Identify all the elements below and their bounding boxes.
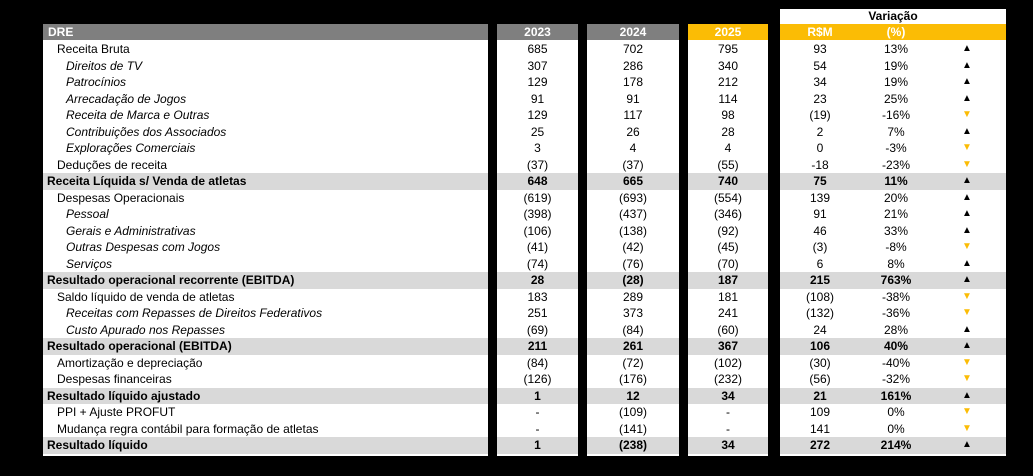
- value-2023: 28: [530, 273, 545, 287]
- table-row: [0, 437, 1033, 454]
- table-row: [0, 157, 1033, 174]
- trend-up-icon: ▲: [962, 92, 972, 104]
- variation-pct: 8%: [887, 256, 905, 271]
- variation-pct: 0%: [887, 421, 905, 436]
- trend-up-icon: ▲: [962, 224, 972, 236]
- table-row: [0, 256, 1033, 273]
- row-label: Resultado operacional recorrente (EBITDA): [47, 273, 295, 287]
- value-2024: 91: [626, 91, 640, 106]
- trend-down-icon: ▼: [962, 241, 972, 252]
- table-row: [0, 355, 1033, 372]
- variation-rs: 54: [813, 58, 827, 73]
- value-2025: 34: [721, 388, 735, 403]
- value-2025: 4: [724, 141, 732, 155]
- header-year-2023: 2023: [497, 24, 578, 40]
- variation-pct: -32%: [881, 372, 910, 386]
- variation-pct: 20%: [883, 190, 909, 205]
- variation-pct: -40%: [881, 355, 910, 370]
- value-2024: (141): [618, 421, 647, 436]
- value-2025: 241: [717, 306, 739, 320]
- value-2024: 178: [622, 75, 644, 89]
- value-2023: 685: [527, 42, 548, 56]
- table-row: [0, 91, 1033, 108]
- trend-down-icon: ▼: [962, 307, 972, 318]
- trend-down-icon: ▼: [962, 373, 972, 384]
- table-row: [0, 140, 1033, 157]
- variation-rs: 75: [813, 174, 827, 188]
- variation-pct: 0%: [887, 405, 905, 419]
- row-label: Custo Apurado nos Repasses: [66, 322, 225, 337]
- table-row: [0, 190, 1033, 207]
- table-row: [0, 74, 1033, 91]
- header-pct-label: (%): [886, 25, 906, 39]
- variation-rs: 109: [809, 405, 831, 419]
- trend-down-icon: ▼: [962, 109, 972, 120]
- value-2023: 25: [530, 124, 545, 139]
- row-label: Saldo líquido de venda de atletas: [57, 289, 235, 304]
- row-label: Explorações Comerciais: [66, 141, 196, 155]
- value-2025: 212: [717, 75, 739, 89]
- value-2025: (60): [717, 322, 739, 337]
- variation-rs: 272: [809, 438, 831, 452]
- value-2023: (37): [526, 157, 549, 172]
- variation-pct: 19%: [883, 75, 909, 89]
- row-label: Despesas Operacionais: [57, 190, 185, 205]
- variation-pct: 763%: [880, 273, 912, 287]
- value-2024: (76): [622, 256, 644, 271]
- trend-up-icon: ▲: [962, 191, 972, 203]
- value-2024: (176): [618, 372, 647, 386]
- value-2025: (45): [717, 240, 739, 254]
- value-2025: 98: [721, 108, 735, 122]
- value-2024: (238): [618, 438, 647, 452]
- value-2023: (126): [523, 372, 552, 386]
- value-2024: 12: [626, 388, 640, 403]
- value-2024: (84): [622, 322, 644, 337]
- trend-up-icon: ▲: [962, 340, 972, 351]
- table-row: [0, 322, 1033, 339]
- header-year-2025: 2025: [688, 24, 768, 40]
- value-2023: (84): [526, 355, 549, 370]
- variation-rs: 106: [809, 339, 831, 353]
- variation-pct: 40%: [883, 339, 909, 353]
- value-2023: (398): [523, 207, 552, 221]
- value-2025: (55): [717, 157, 739, 172]
- row-label: Direitos de TV: [66, 58, 143, 73]
- value-2025: (102): [713, 355, 742, 370]
- value-2023: 211: [527, 339, 548, 353]
- variation-rs: (19): [809, 108, 831, 122]
- value-2024: 26: [626, 124, 640, 139]
- table-row: [0, 404, 1033, 421]
- trend-down-icon: ▼: [962, 422, 972, 434]
- row-label: Resultado líquido: [47, 438, 148, 452]
- trend-up-icon: ▲: [962, 175, 972, 186]
- row-label: Mudança regra contábil para formação de atletas: [57, 421, 319, 436]
- value-2024: (693): [618, 190, 647, 205]
- row-label: Amortização e depreciação: [57, 355, 203, 370]
- variation-rs: (132): [805, 306, 834, 320]
- value-2024: (72): [622, 355, 644, 370]
- trend-down-icon: ▼: [962, 290, 972, 302]
- variation-pct: 28%: [883, 322, 909, 337]
- value-2023: 307: [527, 58, 548, 73]
- table-row: [0, 272, 1033, 289]
- row-label: Receitas com Repasses de Direitos Federativos: [66, 306, 323, 320]
- value-2023: 3: [534, 141, 541, 155]
- trend-up-icon: ▲: [962, 59, 972, 71]
- header-variation-bar: [780, 24, 1006, 40]
- trend-up-icon: ▲: [962, 439, 972, 450]
- variation-rs: 141: [809, 421, 831, 436]
- variation-rs: (3): [812, 240, 828, 254]
- header-dre-label: DRE: [43, 24, 488, 40]
- row-label: Despesas financeiras: [57, 372, 172, 386]
- value-2024: (437): [618, 207, 647, 221]
- variation-rs: 93: [813, 42, 827, 56]
- variation-pct: 7%: [887, 124, 905, 139]
- value-2023: (41): [526, 240, 549, 254]
- row-label: Receita Bruta: [57, 42, 130, 56]
- value-2023: (619): [523, 190, 552, 205]
- value-2025: -: [726, 421, 730, 436]
- table-row: [0, 173, 1033, 190]
- variation-rs: 6: [816, 256, 824, 271]
- variation-pct: -36%: [881, 306, 910, 320]
- variation-rs: 91: [813, 207, 827, 221]
- row-label: Arrecadação de Jogos: [66, 91, 187, 106]
- trend-down-icon: ▼: [962, 356, 972, 368]
- row-label: Pessoal: [66, 207, 109, 221]
- table-row: [0, 388, 1033, 405]
- value-2025: (554): [713, 190, 742, 205]
- table-row: [0, 371, 1033, 388]
- value-2025: 187: [717, 273, 739, 287]
- variation-rs: (30): [809, 355, 831, 370]
- row-label: Receita Líquida s/ Venda de atletas: [47, 174, 247, 188]
- value-2025: 181: [717, 289, 739, 304]
- variation-rs: 34: [813, 75, 827, 89]
- value-2025: (92): [717, 223, 739, 238]
- variation-pct: 25%: [883, 91, 909, 106]
- dre-rows: [0, 41, 1033, 454]
- value-2024: 261: [622, 339, 644, 353]
- value-2023: -: [535, 421, 540, 436]
- variation-rs: 23: [813, 91, 827, 106]
- value-2023: 183: [527, 289, 548, 304]
- value-2023: 251: [527, 306, 548, 320]
- table-row: [0, 41, 1033, 58]
- value-2023: -: [535, 405, 540, 419]
- variation-pct: -16%: [881, 108, 910, 122]
- row-label: Serviços: [66, 256, 113, 271]
- table-row: [0, 289, 1033, 306]
- row-label: Resultado líquido ajustado: [47, 388, 201, 403]
- row-label: Deduções de receita: [57, 157, 168, 172]
- table-row: [0, 338, 1033, 355]
- value-2024: 4: [629, 141, 637, 155]
- variation-rs: 2: [816, 124, 824, 139]
- row-label: Outras Despesas com Jogos: [66, 240, 221, 254]
- value-2024: 117: [623, 108, 643, 122]
- value-2023: 129: [527, 108, 548, 122]
- trend-up-icon: ▲: [962, 323, 972, 335]
- table-row: [0, 58, 1033, 75]
- trend-down-icon: ▼: [962, 406, 972, 417]
- variation-pct: 33%: [883, 223, 909, 238]
- variation-title: Variação: [780, 9, 1006, 24]
- trend-up-icon: ▲: [962, 274, 972, 285]
- row-label: Gerais e Administrativas: [66, 223, 196, 238]
- variation-pct: 13%: [883, 42, 909, 56]
- value-2024: 665: [622, 174, 644, 188]
- value-2024: (109): [618, 405, 647, 419]
- row-label: Resultado operacional (EBITDA): [47, 339, 232, 353]
- variation-rs: 21: [813, 388, 827, 403]
- variation-rs: 139: [809, 190, 831, 205]
- table-row: [0, 206, 1033, 223]
- variation-pct: -38%: [881, 289, 910, 304]
- variation-pct: 19%: [883, 58, 909, 73]
- variation-pct: 21%: [883, 207, 909, 221]
- table-row: [0, 107, 1033, 124]
- variation-pct: -23%: [881, 157, 910, 172]
- value-2025: (232): [713, 372, 742, 386]
- row-label: PPI + Ajuste PROFUT: [57, 405, 176, 419]
- trend-up-icon: ▲: [962, 76, 972, 87]
- table-row: [0, 124, 1033, 141]
- value-2024: (28): [622, 273, 644, 287]
- variation-rs: -18: [811, 157, 829, 172]
- trend-up-icon: ▲: [962, 389, 972, 401]
- table-row: [0, 223, 1033, 240]
- variation-rs: (56): [809, 372, 831, 386]
- variation-rs: 46: [813, 223, 827, 238]
- value-2024: 373: [622, 306, 644, 320]
- variation-pct: 161%: [880, 388, 912, 403]
- table-row: [0, 305, 1033, 322]
- header-year-2024: 2024: [587, 24, 679, 40]
- value-2025: 367: [717, 339, 739, 353]
- value-2025: 28: [721, 124, 735, 139]
- value-2024: 702: [622, 42, 644, 56]
- value-2023: 129: [527, 75, 548, 89]
- row-label: Patrocínios: [66, 75, 127, 89]
- trend-up-icon: ▲: [962, 208, 972, 219]
- trend-up-icon: ▲: [962, 43, 972, 54]
- value-2025: 740: [717, 174, 739, 188]
- value-2025: 34: [721, 438, 735, 452]
- table-row: [0, 421, 1033, 438]
- variation-rs: (108): [805, 289, 834, 304]
- value-2024: 289: [622, 289, 644, 304]
- row-label: Receita de Marca e Outras: [66, 108, 210, 122]
- variation-pct: 11%: [884, 174, 908, 188]
- variation-pct: -3%: [885, 141, 907, 155]
- value-2025: -: [726, 405, 730, 419]
- value-2025: 114: [718, 91, 738, 106]
- value-2025: (70): [717, 256, 739, 271]
- value-2023: 91: [530, 91, 545, 106]
- row-label: Contribuições dos Associados: [66, 124, 227, 139]
- variation-pct: -8%: [885, 240, 907, 254]
- variation-rs: 24: [813, 322, 827, 337]
- value-2023: (69): [526, 322, 549, 337]
- table-row: [0, 239, 1033, 256]
- value-2025: 340: [717, 58, 739, 73]
- value-2023: 648: [527, 174, 548, 188]
- trend-down-icon: ▼: [962, 158, 972, 170]
- value-2023: (106): [523, 223, 552, 238]
- trend-up-icon: ▲: [962, 257, 972, 269]
- value-2024: (42): [622, 240, 644, 254]
- value-2025: (346): [713, 207, 742, 221]
- variation-pct: 214%: [880, 438, 912, 452]
- variation-rs: 215: [809, 273, 831, 287]
- value-2023: 1: [534, 388, 541, 403]
- value-2023: 1: [534, 438, 541, 452]
- value-2025: 795: [717, 42, 739, 56]
- value-2024: (138): [618, 223, 647, 238]
- header-rs-label: R$M: [807, 25, 833, 39]
- variation-rs: 0: [816, 141, 824, 155]
- value-2024: 286: [622, 58, 644, 73]
- trend-up-icon: ▲: [962, 125, 972, 137]
- trend-down-icon: ▼: [962, 142, 972, 153]
- value-2023: (74): [526, 256, 549, 271]
- value-2024: (37): [622, 157, 644, 172]
